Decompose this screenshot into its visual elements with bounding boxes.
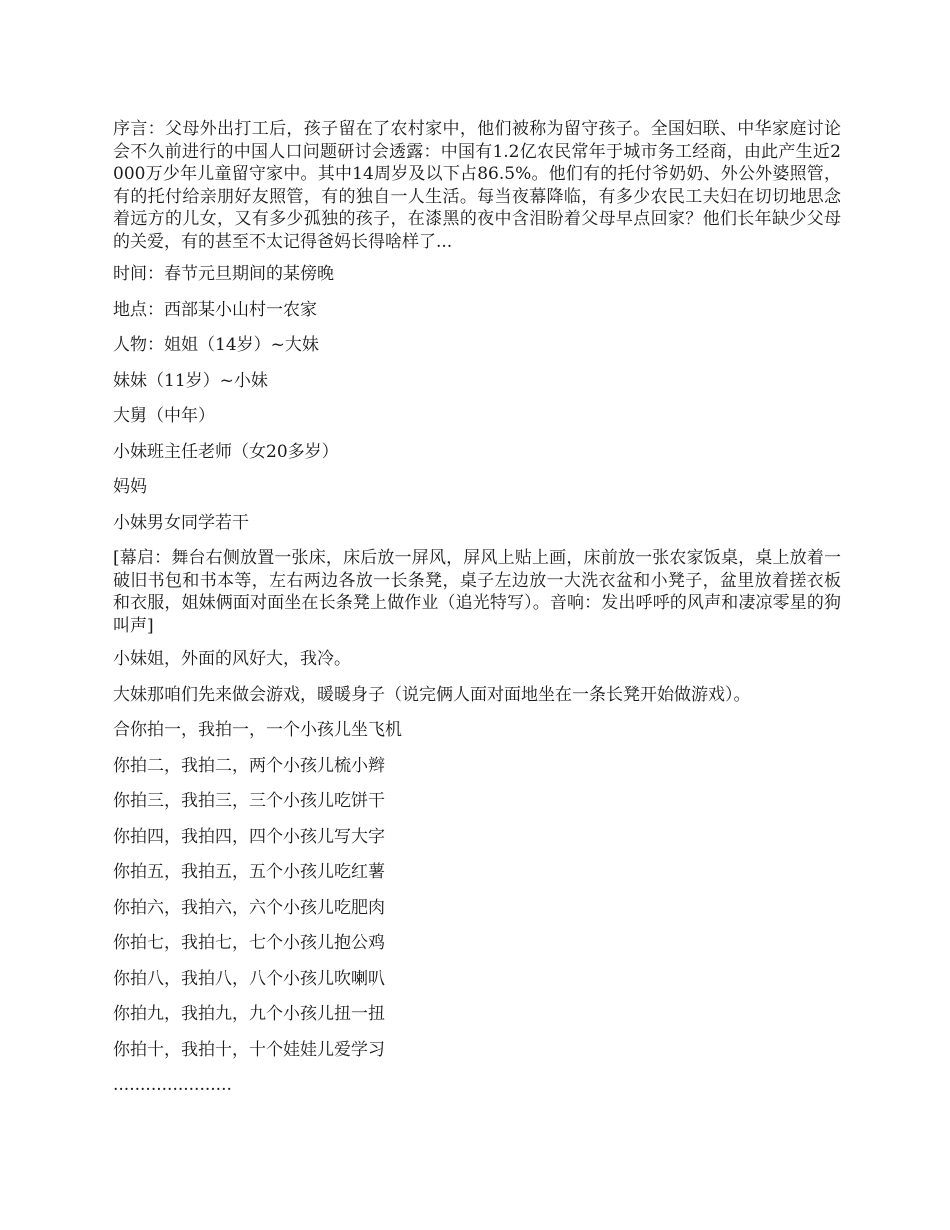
dialogue-line: 你拍十，我拍十，十个娃娃儿爱学习 xyxy=(113,1039,385,1060)
dialogue-line: 大妹那咱们先来做会游戏，暖暖身子（说完俩人面对面地坐在一条长凳开始做游戏）。 xyxy=(113,684,751,705)
dialogue-line: 你拍八，我拍八，八个小孩儿吹喇叭 xyxy=(113,968,385,989)
dialogue-line: 小妹姐，外面的风好大，我冷。 xyxy=(113,649,351,669)
dialogue-line: 你拍五，我拍五，五个小孩儿吃红薯 xyxy=(113,862,385,882)
character-line: 人物：姐姐（14岁）~大妹 xyxy=(113,335,319,355)
character-line: 小妹男女同学若干 xyxy=(113,512,249,533)
character-line: 小妹班主任老师（女20多岁） xyxy=(113,441,339,462)
dialogue-line: 你拍四，我拍四，四个小孩儿写大字 xyxy=(113,826,385,847)
dialogue-line: 你拍九，我拍九，九个小孩儿扭一扭 xyxy=(113,1004,385,1024)
place-line: 地点：西部某小山村一农家 xyxy=(113,299,317,320)
dialogue-line: 你拍三，我拍三，三个小孩儿吃饼干 xyxy=(113,791,385,811)
dialogue-line: 你拍二，我拍二，两个小孩儿梳小辫 xyxy=(113,755,385,776)
dialogue-line: 合你拍一，我拍一，一个小孩儿坐飞机 xyxy=(113,720,402,740)
stage-direction-paragraph: [幕启：舞台右侧放置一张床，床后放一屏风，屏风上贴上画，床前放一张农家饭桌，桌上放着一破旧书包和书本等，左右两边各放一长条凳，桌子左边放一大洗衣盆和小凳子，盆里放着搓衣板和衣服，姐妹俩面对面坐在长条凳上做作业（追光特写）。音响：发出呼呼的风声和凄凉零星的狗叫声] xyxy=(113,548,841,636)
dialogue-line: 你拍七，我拍七，七个小孩儿抱公鸡 xyxy=(113,933,385,953)
character-line: 妈妈 xyxy=(113,477,147,497)
character-line: 妹妹（11岁）~小妹 xyxy=(113,370,268,391)
document-body xyxy=(113,118,841,1109)
dialogue-line: 你拍六，我拍六，六个小孩儿吃肥肉 xyxy=(113,897,385,918)
ellipsis-line: ...................... xyxy=(113,1075,232,1095)
time-line: 时间：春节元旦期间的某傍晚 xyxy=(113,264,334,284)
preface-paragraph: 序言：父母外出打工后，孩子留在了农村家中，他们被称为留守孩子。全国妇联、中华家庭讨论会不久前进行的中国人口问题研讨会透露：中国有1.2亿农民常年于城市务工经商，由此产生近2000万少年儿童留守家中。其中14周岁及以下占86.5%。他们有的托付爷奶奶、外公外婆照管，有的托付给亲朋好友照管，有的独自一人生活。每当夜幕降临，有多少农民工夫妇在切切地思念着远方的儿女，又有多少孤独的孩子，在漆黑的夜中含泪盼着父母早点回家？他们长年缺少父母的关爱，有的甚至不太记得爸妈长得啥样了... xyxy=(113,119,841,252)
character-line: 大舅（中年） xyxy=(113,406,215,426)
